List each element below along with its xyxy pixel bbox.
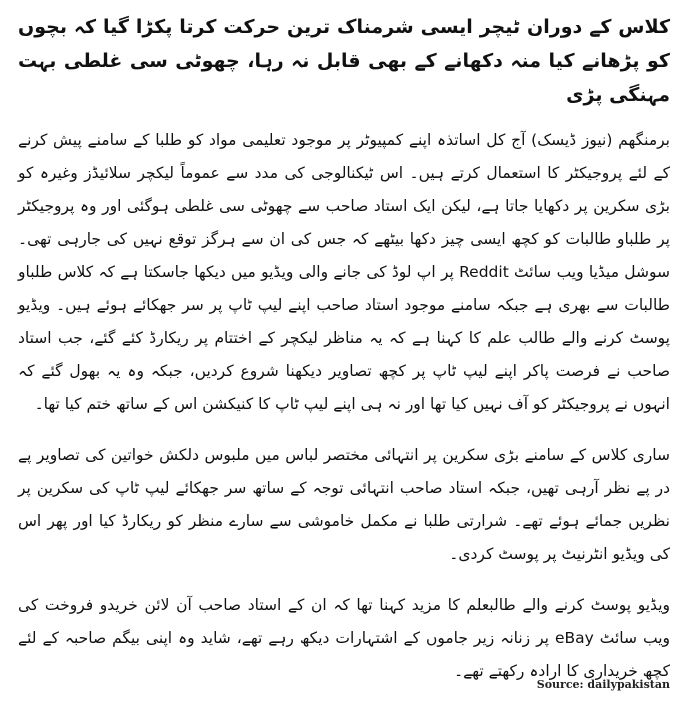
article-paragraph-2: ساری کلاس کے سامنے بڑی سکرین پر انتہائی مختصر لباس میں ملبوس دلکش خواتین کی تصاویر پے در پے نظر آرہی تھیں، جبکہ استاد صاحب انتہائی توجہ کے ساتھ سر جھکائے لیپ ٹاپ کی سکرین پر نظریں جمائے ہوئے تھے۔ شرارتی طلبا نے مکمل خاموشی سے سارے منظر کو ریکارڈ کیا اور پھر اس کی ویڈیو انٹرنیٹ پر پوسٹ کردی۔ <box>18 446 670 563</box>
source-credit: Source: dailypakistan <box>536 678 670 691</box>
article-paragraph-1: برمنگھم (نیوز ڈیسک) آج کل اساتذہ اپنے کمپیوٹر پر موجود تعلیمی مواد کو طلبا کے سامنے پیش کرنے کے لئے پروجیکٹر کا استعمال کرتے ہیں۔ اس ٹیکنالوجی کی مدد سے عموماً لیکچر سلائیڈز وغیرہ کو بڑی سکرین پر دکھایا جاتا ہے، لیکن ایک استاد صاحب سے چھوٹی سی غلطی ہوگئی اور وہ پروجیکٹر پر طلباو طالبات کو کچھ ایسی چیز دکھا بیٹھے کہ جس کی ان سے ہرگز توقع نہیں کی جارہی تھی۔ سوشل میڈیا ویب سائٹ Reddit پر اپ لوڈ کی جانے والی ویڈیو میں دیکھا جاسکتا ہے کہ کلاس طلباو طالبات سے بھری ہے جبکہ سامنے موجود استاد صاحب اپنے لیپ ٹاپ پر سر جھکائے ہوئے ہیں۔ ویڈیو پوسٹ کرنے والے طالب علم کا کہنا ہے کہ یہ مناظر لیکچر کے اختتام پر ریکارڈ کئے گئے، جب استاد صاحب نے فرصت پاکر اپنے لیپ ٹاپ پر کچھ تصاویر دیکھنا شروع کردیں، جبکہ وہ یہ بھول گئے کہ انہوں نے پروجیکٹر کو آف نہیں کیا تھا اور نہ ہی اپنے لیپ ٹاپ کا کنیکشن اس کے ساتھ ختم کیا تھا۔ <box>18 131 671 413</box>
article-title: کلاس کے دوران ٹیچر ایسی شرمناک ترین حرکت کرتا پکڑا گیا کہ بچوں کو پڑھانے کیا منہ دکھانے کے بھی قابل نہ رہا، چھوٹی سی غلطی بہت مہنگی پڑی <box>18 16 670 106</box>
article-paragraph-3: ویڈیو پوسٹ کرنے والے طالبعلم کا مزید کہنا تھا کہ ان کے استاد صاحب آن لائن خریدو فروخت کی ویب سائٹ eBay پر زنانہ زیر جاموں کے اشتہارات دیکھ رہے تھے، شاید وہ اپنی بیگم صاحبہ کے لئے کچھ خریداری کا ارادہ رکھتے تھے۔ <box>18 596 670 680</box>
article <box>18 10 670 706</box>
